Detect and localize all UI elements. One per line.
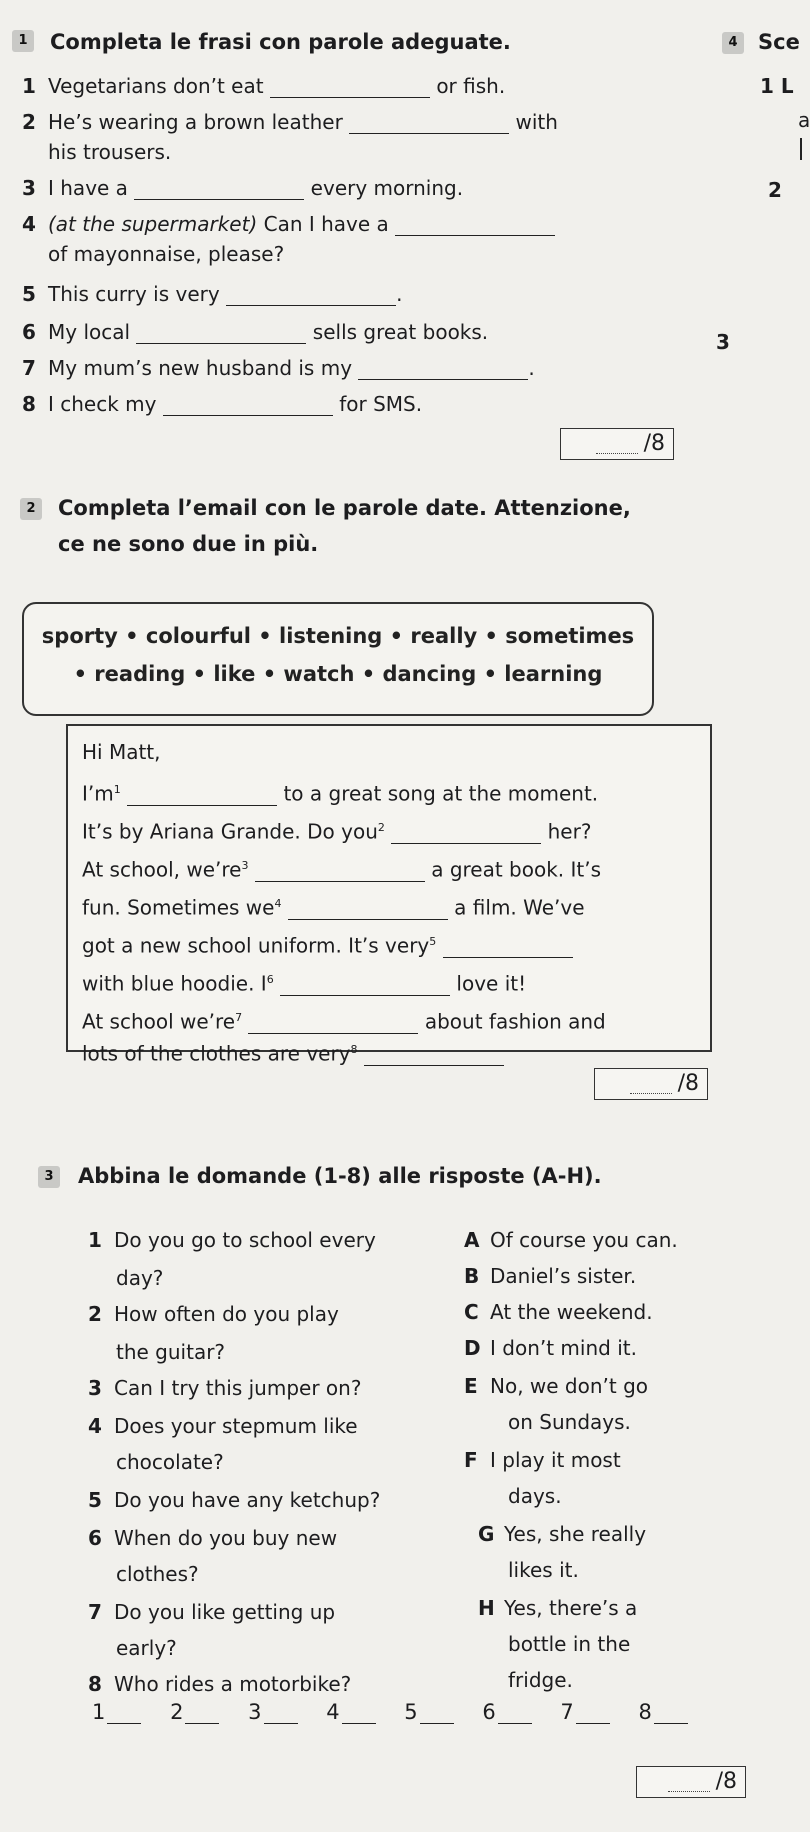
- ex1-item-8: 8 I check my for SMS.: [22, 392, 423, 416]
- answer-H: H Yes, there’s a: [478, 1596, 638, 1620]
- score-dots: [596, 435, 638, 454]
- ex1-item-4-cont: of mayonnaise, please?: [48, 242, 285, 266]
- answer-G-cont: likes it.: [508, 1558, 579, 1582]
- ex1-item-2: 2 He’s wearing a brown leather with: [22, 110, 558, 134]
- side-fragment-1: 1 L: [760, 74, 794, 98]
- answer-H-cont-1: bottle in the: [508, 1632, 631, 1656]
- email-box: [66, 724, 712, 1052]
- ex1-item-2-cont: his trousers.: [48, 140, 172, 164]
- answer-blank[interactable]: [280, 975, 450, 996]
- answer-blank[interactable]: [288, 899, 448, 920]
- side-fragment-3: 2: [768, 178, 782, 202]
- exercise-2-badge: 2: [20, 498, 42, 520]
- question-2-cont: the guitar?: [116, 1340, 226, 1364]
- exercise-4-title-fragment: Sce: [758, 30, 800, 54]
- question-4-cont: chocolate?: [116, 1450, 224, 1474]
- exercise-3-badge: 3: [38, 1166, 60, 1188]
- answer-blank[interactable]: [349, 113, 509, 134]
- answer-blank[interactable]: [226, 285, 396, 306]
- match-slot-5[interactable]: 5: [404, 1700, 453, 1724]
- question-7: 7 Do you like getting up: [88, 1600, 336, 1624]
- answer-blank[interactable]: [248, 1013, 418, 1034]
- answer-blank[interactable]: [163, 395, 333, 416]
- answer-blank[interactable]: [364, 1045, 504, 1066]
- exercise-3-score[interactable]: /8: [636, 1766, 746, 1798]
- exercise-1-score[interactable]: /8: [560, 428, 674, 460]
- exercise-4-badge: 4: [722, 32, 744, 54]
- question-7-cont: early?: [116, 1636, 177, 1660]
- email-line-2: It’s by Ariana Grande. Do you$^2$ her?: [82, 819, 592, 844]
- side-fragment-bar: [800, 138, 802, 160]
- email-greeting: Hi Matt,: [82, 740, 161, 764]
- question-2: 2 How often do you play: [88, 1302, 339, 1326]
- word-bank-line-1: sporty • colourful • listening • really • sometimes: [41, 624, 635, 648]
- answer-C: C At the weekend.: [464, 1300, 653, 1324]
- answer-blank[interactable]: [358, 359, 528, 380]
- match-slot-7[interactable]: 7: [560, 1700, 609, 1724]
- email-line-1: $I’m^1$ to a great song at the moment.: [82, 781, 599, 806]
- answer-A: A Of course you can.: [464, 1228, 678, 1252]
- answer-B: B Daniel’s sister.: [464, 1264, 637, 1288]
- answer-H-cont-2: fridge.: [508, 1668, 573, 1692]
- answer-blank[interactable]: [395, 215, 555, 236]
- exercise-1-title: Completa le frasi con parole adeguate.: [50, 30, 511, 54]
- match-slot-8[interactable]: 8: [638, 1700, 687, 1724]
- word-bank-box: [22, 602, 654, 716]
- answer-E-cont: on Sundays.: [508, 1410, 631, 1434]
- match-slot-4[interactable]: 4: [326, 1700, 375, 1724]
- answer-blank[interactable]: [127, 785, 277, 806]
- exercise-3-title: Abbina le domande (1-8) alle risposte (A-H).: [78, 1164, 602, 1188]
- match-slot-2[interactable]: 2: [170, 1700, 219, 1724]
- exercise-2-score[interactable]: /8: [594, 1068, 708, 1100]
- word-bank-line-2: • reading • like • watch • dancing • learning: [73, 662, 603, 686]
- question-5: 5 Do you have any ketchup?: [88, 1488, 381, 1512]
- answer-blank[interactable]: [255, 861, 425, 882]
- answer-blank[interactable]: [443, 937, 573, 958]
- match-slot-6[interactable]: 6: [482, 1700, 531, 1724]
- answer-blank[interactable]: [136, 323, 306, 344]
- ex1-item-3: 3 I have a every morning.: [22, 176, 464, 200]
- email-line-6: with blue hoodie. $I^6$ love it!: [82, 971, 527, 996]
- match-answer-row: [92, 1700, 710, 1724]
- answer-blank[interactable]: [391, 823, 541, 844]
- ex1-item-6: 6 My local sells great books.: [22, 320, 489, 344]
- side-fragment-4: 3: [716, 330, 730, 354]
- answer-blank[interactable]: [270, 77, 430, 98]
- match-slot-3[interactable]: 3: [248, 1700, 297, 1724]
- ex1-item-7: 7 My mum’s new husband is my .: [22, 356, 535, 380]
- email-line-5: got a new school uniform. It’s very$^5$: [82, 930, 573, 958]
- score-dots: [630, 1075, 672, 1094]
- side-fragment-2: a: [798, 108, 810, 132]
- answer-blank[interactable]: [134, 179, 304, 200]
- exercise-2-title-line2: ce ne sono due in più.: [58, 532, 319, 556]
- answer-D: D I don’t mind it.: [464, 1336, 637, 1360]
- exercise-2-title-line1: Completa l’email con le parole date. Attenzione,: [58, 496, 631, 520]
- ex1-item-1: 1 Vegetarians don’t eat or fish.: [22, 74, 506, 98]
- question-8: 8 Who rides a motorbike?: [88, 1672, 352, 1696]
- question-1-cont: day?: [116, 1266, 164, 1290]
- question-6-cont: clothes?: [116, 1562, 199, 1586]
- question-3: 3 Can I try this jumper on?: [88, 1376, 362, 1400]
- ex1-item-4: 4 (at the supermarket) Can I have a: [22, 212, 555, 236]
- answer-F-cont: days.: [508, 1484, 562, 1508]
- answer-E: E No, we don’t go: [464, 1374, 649, 1398]
- question-4: 4 Does your stepmum like: [88, 1414, 358, 1438]
- question-6: 6 When do you buy new: [88, 1526, 338, 1550]
- score-dots: [668, 1773, 710, 1792]
- exercise-1-badge: 1: [12, 30, 34, 52]
- question-1: 1 Do you go to school every: [88, 1228, 376, 1252]
- answer-G: G Yes, she really: [478, 1522, 647, 1546]
- email-line-4: fun. Sometimes $we^4$ a film. We’ve: [82, 895, 585, 920]
- email-line-8: lots of the clothes are very$^8$: [82, 1038, 504, 1066]
- email-line-3: At school, $we’re^3$ a great book. It’s: [82, 857, 602, 882]
- answer-F: F I play it most: [464, 1448, 621, 1472]
- ex1-item-5: 5 This curry is very .: [22, 282, 403, 306]
- email-line-7: At school $we’re^7$ about fashion and: [82, 1009, 606, 1034]
- match-slot-1[interactable]: 1: [92, 1700, 141, 1724]
